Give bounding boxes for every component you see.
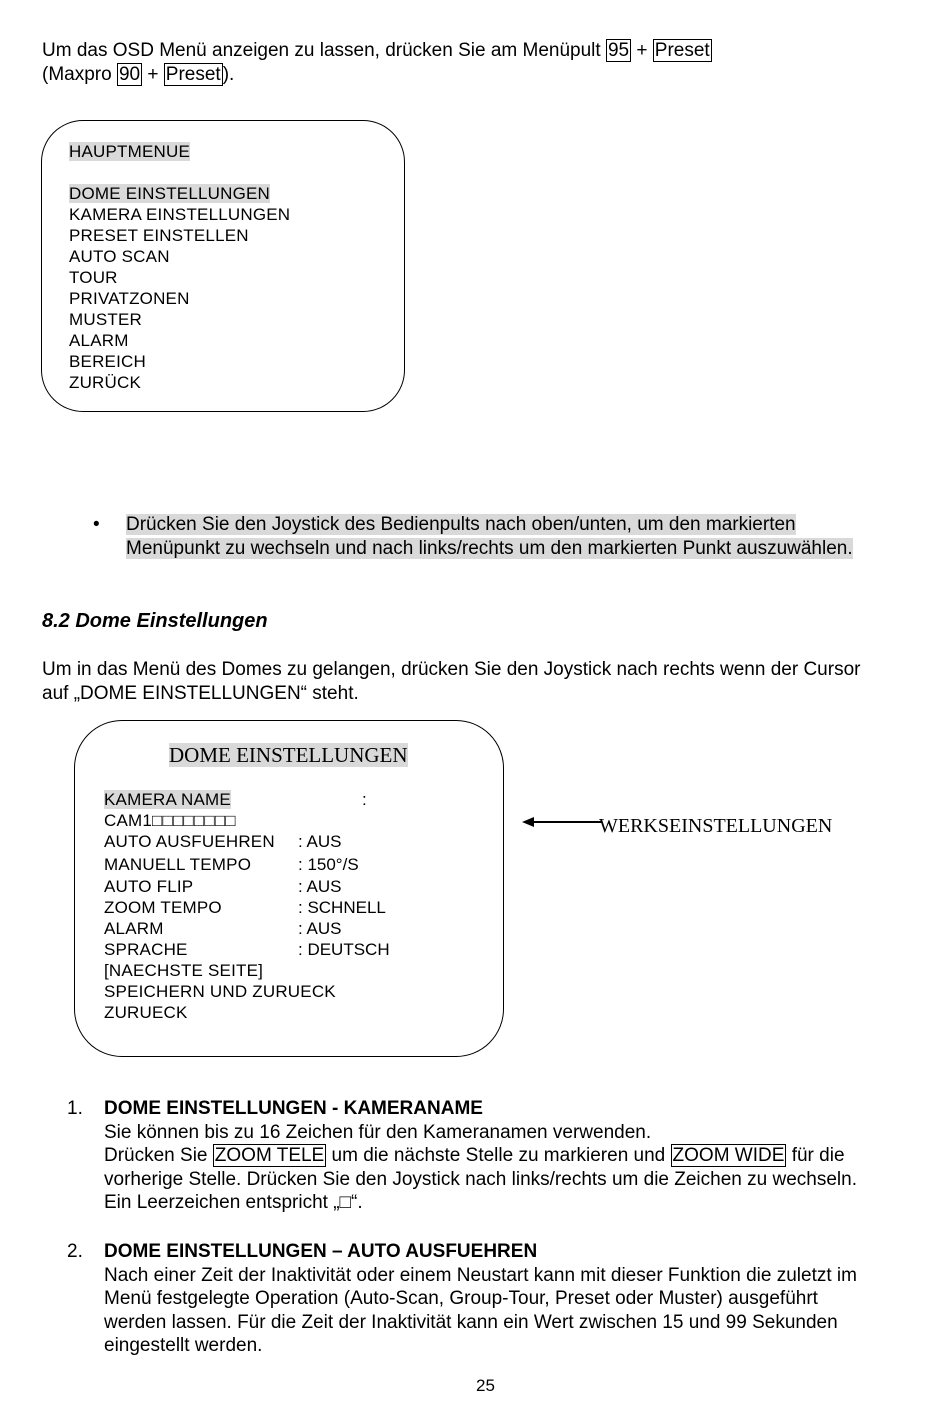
row-auto-flip-value: : AUS <box>298 877 342 896</box>
row-alarm-label: ALARM <box>104 919 164 938</box>
intro-paragraph <box>42 39 922 86</box>
list-item-1-title: DOME EINSTELLUNGEN - KAMERANAME <box>104 1098 483 1119</box>
intro-end: ). <box>222 63 235 85</box>
bullet-text <box>126 513 926 560</box>
camera-name-label: KAMERA NAME <box>104 790 231 809</box>
list-item-1-line-4: Ein Leerzeichen entspricht „□“. <box>104 1192 363 1213</box>
callout-label: WERKSEINSTELLUNGEN <box>599 815 833 837</box>
bullet-symbol: • <box>93 514 100 535</box>
section-line-2: auf „DOME EINSTELLUNGEN“ steht. <box>42 682 359 704</box>
row-manuell-tempo-value: : 150°/S <box>298 855 359 874</box>
menu-item-bereich: BEREICH <box>69 352 146 371</box>
footer-naechste-seite: [NAECHSTE SEITE] <box>104 961 264 980</box>
intro-line-1 <box>42 39 922 63</box>
row-sprache-label: SPRACHE <box>104 940 188 959</box>
footer-zurueck: ZURUECK <box>104 1003 188 1022</box>
list-item-2-title: DOME EINSTELLUNGEN – AUTO AUSFUEHREN <box>104 1241 538 1262</box>
list-item-1-line-2: Drücken Sie ZOOM TELE um die nächste Stelle zu markieren und ZOOM WIDE für die <box>104 1145 845 1166</box>
list-item-1-line-3: vorherige Stelle. Drücken Sie den Joystick nach links/rechts um die Zeichen zu wechseln. <box>104 1168 857 1190</box>
dome-menu-title: DOME EINSTELLUNGEN <box>169 743 408 767</box>
row-zoom-tempo-label: ZOOM TEMPO <box>104 898 222 917</box>
menu-item-zurueck: ZURÜCK <box>69 373 142 392</box>
row-alarm-value: : AUS <box>298 919 342 938</box>
intro-line-2 <box>42 63 922 87</box>
row-manuell-tempo-label: MANUELL TEMPO <box>104 855 252 874</box>
list-item-2-line-3: werden lassen. Für die Zeit der Inaktivität kann ein Wert zwischen 15 und 99 Sekunden <box>104 1311 838 1333</box>
list-item-2 <box>104 1240 904 1358</box>
section-line-1: Um in das Menü des Domes zu gelangen, drücken Sie den Joystick nach rechts wenn der Cursor <box>42 659 861 680</box>
menu-item-auto-scan: AUTO SCAN <box>69 247 170 266</box>
row-auto-ausfuehren-value: : AUS <box>298 832 342 851</box>
intro-maxpro-text: (Maxpro <box>42 63 112 85</box>
list-item-2-line-4: eingestellt werden. <box>104 1335 263 1356</box>
list-item-1 <box>104 1097 904 1215</box>
menu-item-privatzonen: PRIVATZONEN <box>69 289 190 308</box>
list-number-2: 2. <box>67 1241 83 1262</box>
menu-item-kamera-einstellungen: KAMERA EINSTELLUNGEN <box>69 205 291 224</box>
camera-name-colon: : <box>362 790 367 809</box>
page-number: 25 <box>476 1376 495 1395</box>
row-auto-flip-label: AUTO FLIP <box>104 877 194 896</box>
key-zoom-wide: ZOOM WIDE <box>672 1145 785 1166</box>
plus-sign-2: + <box>147 63 159 85</box>
list-number-1: 1. <box>67 1098 83 1119</box>
list-item-2-line-2: Menü festgelegte Operation (Auto-Scan, Group-Tour, Preset oder Muster) ausgeführt <box>104 1288 818 1309</box>
menu-item-tour: TOUR <box>69 268 118 287</box>
row-sprache-value: : DEUTSCH <box>298 940 390 959</box>
intro-text: Um das OSD Menü anzeigen zu lassen, drücken Sie am Menüpult <box>42 40 601 61</box>
footer-speichern-zurueck: SPEICHERN UND ZURUECK <box>104 982 336 1001</box>
key-zoom-tele: ZOOM TELE <box>214 1145 325 1166</box>
menu-item-muster: MUSTER <box>69 310 142 329</box>
key-95: 95 <box>607 40 630 61</box>
menu-item-dome-einstellungen: DOME EINSTELLUNGEN <box>69 184 271 203</box>
bullet-line-1: Drücken Sie den Joystick des Bedienpults nach oben/unten, um den markierten <box>126 514 796 535</box>
list-item-2-line-1: Nach einer Zeit der Inaktivität oder einem Neustart kann mit dieser Funktion die zuletzt im <box>104 1264 857 1286</box>
key-90: 90 <box>118 63 141 85</box>
menu-item-alarm: ALARM <box>69 331 129 350</box>
menu-item-preset-einstellen: PRESET EINSTELLEN <box>69 226 249 245</box>
list-item-1-line-1: Sie können bis zu 16 Zeichen für den Kameranamen verwenden. <box>104 1121 652 1143</box>
callout-arrow-icon <box>520 814 604 830</box>
section-heading: 8.2 Dome Einstellungen <box>42 610 268 632</box>
section-paragraph <box>42 658 922 705</box>
camera-name-value: CAM1□□□□□□□□ <box>104 811 236 830</box>
key-preset: Preset <box>654 40 710 61</box>
bullet-line-2: Menüpunkt zu wechseln und nach links/rechts um den markierten Punkt auszuwählen. <box>126 537 853 559</box>
main-menu-title: HAUPTMENUE <box>69 142 191 161</box>
row-zoom-tempo-value: : SCHNELL <box>298 898 386 917</box>
key-preset-2: Preset <box>165 63 221 85</box>
plus-sign: + <box>636 40 648 61</box>
row-auto-ausfuehren-label: AUTO AUSFUEHREN <box>104 832 275 851</box>
